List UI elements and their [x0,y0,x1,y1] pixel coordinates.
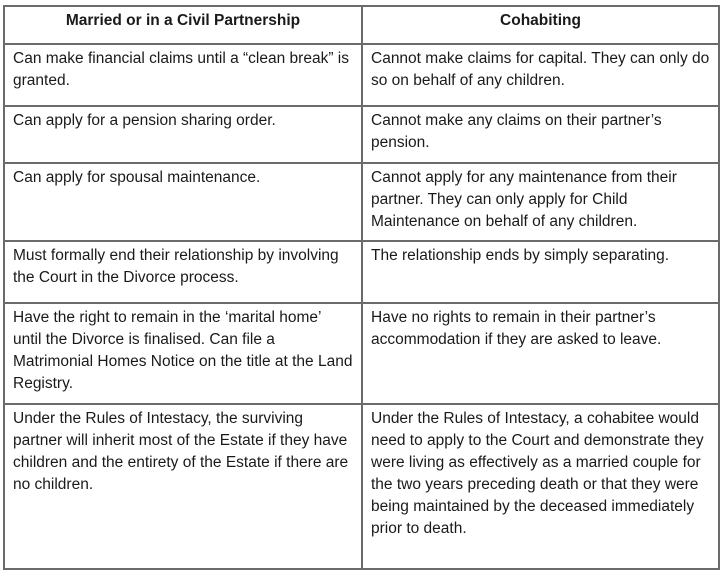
cell-cohabiting: The relationship ends by simply separating. [362,241,719,303]
cell-cohabiting: Have no rights to remain in their partner’s accommodation if they are asked to leave. [362,303,719,404]
cell-married: Can apply for a pension sharing order. [4,106,362,163]
cell-married: Must formally end their relationship by involving the Court in the Divorce process. [4,241,362,303]
table-row [4,404,719,569]
cell-married: Under the Rules of Intestacy, the surviving partner will inherit most of the Estate if they have children and the entirety of the Estate if there are no children. [4,404,362,569]
cell-married: Have the right to remain in the ‘marital home’ until the Divorce is finalised. Can file a Matrimonial Homes Notice on the title at the Land Registry. [4,303,362,404]
table-row [4,163,719,241]
table-row [4,241,719,303]
header-cohabiting: Cohabiting [362,6,719,44]
header-row [4,6,719,44]
table-row [4,106,719,163]
table-row [4,303,719,404]
header-married: Married or in a Civil Partnership [4,6,362,44]
cell-cohabiting: Under the Rules of Intestacy, a cohabitee would need to apply to the Court and demonstrate they were living as effectively as a married couple for the two years preceding death or that they were being maintained by the deceased immediately prior to death. [362,404,719,569]
cell-married: Can make financial claims until a “clean break” is granted. [4,44,362,106]
cell-married: Can apply for spousal maintenance. [4,163,362,241]
cell-cohabiting: Cannot make any claims on their partner’s pension. [362,106,719,163]
cell-cohabiting: Cannot apply for any maintenance from their partner. They can only apply for Child Maintenance on behalf of any children. [362,163,719,241]
cell-cohabiting: Cannot make claims for capital. They can only do so on behalf of any children. [362,44,719,106]
comparison-table [3,5,720,570]
table-row [4,44,719,106]
